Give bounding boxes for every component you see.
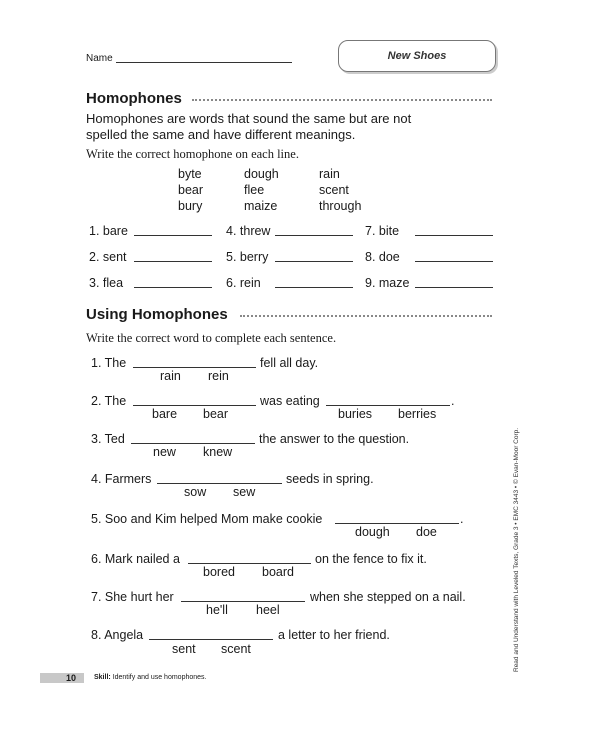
section-heading-using-homophones: Using Homophones bbox=[86, 306, 228, 323]
bank-word: byte bbox=[178, 167, 202, 181]
sentence-start: 2. The bbox=[91, 394, 127, 408]
sentence-end: fell all day. bbox=[260, 356, 319, 370]
item-label: 8. doe bbox=[365, 250, 400, 264]
item-label: 7. bite bbox=[365, 224, 400, 238]
sentence-end: when she stepped on a nail. bbox=[310, 590, 466, 604]
word-choice: buries bbox=[338, 407, 373, 421]
answer-line[interactable] bbox=[133, 367, 256, 368]
sentence-end: the answer to the question. bbox=[259, 432, 410, 446]
answer-line[interactable] bbox=[415, 261, 493, 262]
answer-line[interactable] bbox=[275, 235, 353, 236]
sentence-start: 7. She hurt her bbox=[91, 590, 174, 604]
bank-word: rain bbox=[319, 167, 340, 181]
skill-text: Identify and use homophones. bbox=[112, 674, 207, 681]
answer-line[interactable] bbox=[134, 287, 212, 288]
word-choice: he'll bbox=[206, 603, 228, 617]
section-heading-homophones: Homophones bbox=[86, 90, 182, 107]
answer-line[interactable] bbox=[181, 601, 305, 602]
heading-dots bbox=[192, 99, 492, 101]
word-choice: bear bbox=[203, 407, 229, 421]
sentence-end: seeds in spring. bbox=[286, 472, 374, 486]
item-label: 1. bare bbox=[89, 224, 128, 238]
word-choice: sew bbox=[233, 485, 256, 499]
intro-text: Homophones are words that sound the same but are not spelled the same and have different meanings. bbox=[86, 111, 412, 142]
answer-line[interactable] bbox=[134, 261, 212, 262]
word-choice: dough bbox=[355, 525, 390, 539]
word-choice: knew bbox=[203, 445, 233, 459]
item-label: 2. sent bbox=[89, 250, 127, 264]
answer-line[interactable] bbox=[335, 523, 459, 524]
word-choice: bored bbox=[203, 565, 235, 579]
skill-label: Skill: bbox=[94, 674, 111, 681]
sentence-start: 6. Mark nailed a bbox=[91, 552, 180, 566]
word-choice: sow bbox=[184, 485, 207, 499]
answer-line[interactable] bbox=[415, 235, 493, 236]
sentence-middle: was eating bbox=[260, 394, 320, 408]
name-label: Name bbox=[86, 53, 113, 64]
sentence-end: . bbox=[451, 394, 455, 408]
answer-line[interactable] bbox=[275, 287, 353, 288]
page-number: 10 bbox=[66, 673, 77, 683]
item-label: 5. berry bbox=[226, 250, 269, 264]
heading-dots bbox=[240, 315, 492, 317]
word-choice: bare bbox=[152, 407, 178, 421]
word-choice: berries bbox=[398, 407, 437, 421]
answer-line[interactable] bbox=[134, 235, 212, 236]
page-title: New Shoes bbox=[338, 40, 496, 72]
answer-line[interactable] bbox=[133, 405, 256, 406]
instruction-text: Write the correct homophone on each line. bbox=[86, 147, 299, 161]
answer-line[interactable] bbox=[149, 639, 273, 640]
item-label: 6. rein bbox=[226, 276, 261, 290]
answer-line[interactable] bbox=[188, 563, 311, 564]
word-choice: doe bbox=[416, 525, 437, 539]
answer-line[interactable] bbox=[415, 287, 493, 288]
word-choice: new bbox=[153, 445, 176, 459]
sentence-start: 4. Farmers bbox=[91, 472, 152, 486]
sentence-start: 3. Ted bbox=[91, 432, 125, 446]
sentence-start: 1. The bbox=[91, 356, 127, 370]
word-choice: board bbox=[262, 565, 294, 579]
sentence-start: 8. Angela bbox=[91, 628, 144, 642]
instruction-text: Write the correct word to complete each sentence. bbox=[86, 331, 337, 345]
bank-word: dough bbox=[244, 167, 279, 181]
side-credit: Read and Understand with Leveled Texts, Grade 3 • EMC 3443 • © Evan-Moor Corp. bbox=[513, 427, 520, 672]
sentence-start: 5. Soo and Kim helped Mom make cookie bbox=[91, 512, 323, 526]
bank-word: through bbox=[319, 199, 362, 213]
bank-word: bury bbox=[178, 199, 203, 213]
sentence-end: a letter to her friend. bbox=[278, 628, 390, 642]
bank-word: flee bbox=[244, 183, 265, 197]
answer-line[interactable] bbox=[131, 443, 255, 444]
answer-line[interactable] bbox=[326, 405, 450, 406]
bank-word: bear bbox=[178, 183, 204, 197]
skill-note bbox=[94, 674, 206, 681]
answer-line[interactable] bbox=[157, 483, 282, 484]
word-choice: rain bbox=[160, 369, 181, 383]
bank-word: scent bbox=[319, 183, 349, 197]
name-line[interactable] bbox=[116, 62, 292, 63]
footer-bar bbox=[40, 673, 84, 683]
item-label: 3. flea bbox=[89, 276, 124, 290]
word-choice: scent bbox=[221, 642, 251, 656]
item-label: 4. threw bbox=[226, 224, 271, 238]
answer-line[interactable] bbox=[275, 261, 353, 262]
sentence-end: . bbox=[460, 512, 464, 526]
bank-word: maize bbox=[244, 199, 278, 213]
word-choice: sent bbox=[172, 642, 196, 656]
word-choice: rein bbox=[208, 369, 229, 383]
word-choice: heel bbox=[256, 603, 280, 617]
item-label: 9. maze bbox=[365, 276, 410, 290]
sentence-end: on the fence to fix it. bbox=[315, 552, 427, 566]
